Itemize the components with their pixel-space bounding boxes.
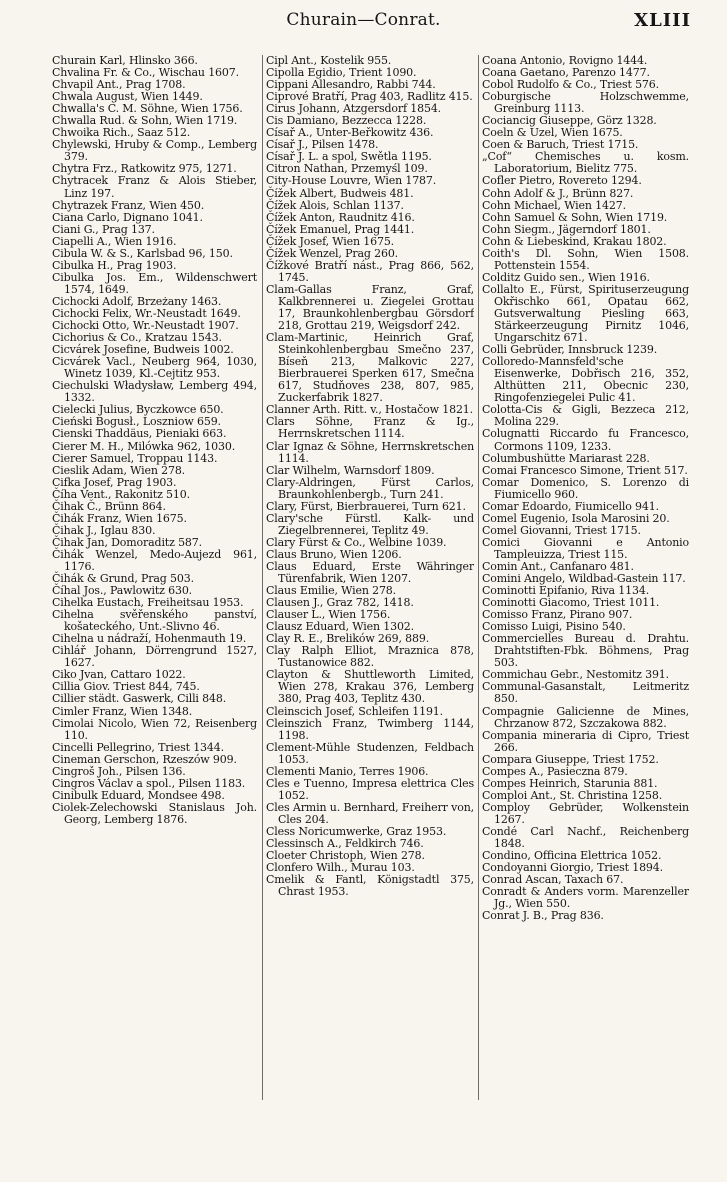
directory-entry: Condoyanni Giorgio, Triest 1894.	[482, 861, 663, 875]
directory-entry: Chytrazek Franz, Wien 450.	[52, 198, 205, 212]
directory-entry: Clement-Mühle Studenzen, Feldbach 1053.	[266, 740, 474, 766]
directory-entry: Comisso Luigi, Pisino 540.	[482, 620, 626, 634]
directory-entry: Cleinscich Josef, Schleifen 1191.	[266, 704, 444, 718]
column-divider	[262, 55, 263, 1100]
directory-entry: Ciapelli A., Wien 1916.	[52, 234, 177, 248]
directory-entry: Cles Armin u. Bernhard, Freiherr von, Cles 204.	[266, 800, 474, 826]
directory-entry: Conrad Ascan, Taxach 67.	[482, 873, 624, 887]
directory-entry: Chylewski, Hruby & Comp., Lemberg 379.	[52, 138, 257, 164]
directory-entry: Coana Antonio, Rovigno 1444.	[482, 55, 648, 67]
directory-entry: Čížek Alois, Schlan 1137.	[266, 198, 404, 212]
directory-entry: Cibula W. & S., Karlsbad 96, 150.	[52, 246, 233, 260]
directory-entry: Císař J. L. a spol, Swětla 1195.	[266, 150, 432, 164]
directory-entry: Císař A., Unter-Beřkowitz 436.	[266, 126, 434, 140]
directory-entry: Chytracek Franz & Alois Stieber, Linz 197.	[52, 174, 257, 200]
directory-entry: Clar Wilhelm, Warnsdorf 1809.	[266, 463, 435, 477]
directory-entry: City-House Louvre, Wien 1787.	[266, 174, 437, 188]
directory-entry: Cifka Josef, Prag 1903.	[52, 475, 177, 489]
directory-entry: Cieński Bogusł., Loszniow 659.	[52, 415, 221, 429]
directory-entry: Clanner Arth. Ritt. v., Hostačow 1821.	[266, 403, 473, 417]
directory-entry: Comai Francesco Simone, Trient 517.	[482, 463, 688, 477]
directory-entry: Ciprové Bratří, Prag 403, Radlitz 415.	[266, 90, 473, 104]
directory-entry: Cichocki Otto, Wr.-Neustadt 1907.	[52, 319, 239, 333]
directory-entry: Cillier städt. Gaswerk, Cilli 848.	[52, 692, 227, 706]
directory-entry: Cihelna svěřenského panství, košateckého, Unt.-Slivno 46.	[52, 608, 257, 634]
directory-entry: Clam-Gallas Franz, Graf, Kalkbrennerei u. Ziegelei Grottau 17, Braunkohlenbergbau Görsdorf 218, Grottau 219, Weigsdorf 242.	[266, 282, 474, 333]
directory-entry: Churain Karl, Hlinsko 366.	[52, 55, 198, 67]
directory-entry: Comploy Gebrüder, Wolkenstein 1267.	[482, 800, 689, 826]
page-header	[0, 10, 727, 36]
directory-entry: Ciechulski Władysław, Lemberg 494, 1332.	[52, 379, 257, 405]
directory-entry: Chwalla Rud. & Sohn, Wien 1719.	[52, 114, 238, 128]
directory-entry: Clauser L., Wien 1756.	[266, 608, 391, 622]
directory-entry: Cichorius & Co., Kratzau 1543.	[52, 331, 222, 345]
directory-entry: Cincelli Pellegrino, Triest 1344.	[52, 740, 224, 754]
directory-entry: Cohn Michael, Wien 1427.	[482, 198, 626, 212]
directory-entry: Cohn Adolf & J., Brünn 827.	[482, 186, 634, 200]
directory-entry: Clar Ignaz & Söhne, Herrnskretschen 1114.	[266, 439, 474, 465]
directory-entry: Compes Heinrich, Starunia 881.	[482, 776, 658, 790]
directory-entry: Cingros Václav a spol., Pilsen 1183.	[52, 776, 246, 790]
directory-entry: Cleinszich Franz, Twimberg 1144, 1198.	[266, 716, 474, 742]
directory-entry: Cineman Gerschon, Rzeszów 909.	[52, 752, 237, 766]
directory-entry: Clary Fürst & Co., Welbine 1039.	[266, 535, 447, 549]
directory-entry: Commichau Gebr., Nestomitz 391.	[482, 668, 670, 682]
directory-entry: Cibulka H., Prag 1903.	[52, 258, 177, 272]
directory-entry: Cobol Rudolfo & Co., Triest 576.	[482, 78, 659, 92]
directory-entry: Coeln & Uzel, Wien 1675.	[482, 126, 623, 140]
directory-entry: Cmelik & Fantl, Königstadtl 375, Chrast 1953.	[266, 873, 474, 899]
directory-entry: Columbushütte Mariarast 228.	[482, 451, 650, 465]
directory-entry: Cippani Allesandro, Rabbi 744.	[266, 78, 436, 92]
directory-entry: Chwalla's C. M. Söhne, Wien 1756.	[52, 102, 243, 116]
directory-entry: Comici Giovanni e Antonio Tampleuizza, Triest 115.	[482, 535, 689, 561]
directory-entry: Communal-Gasanstalt, Leitmeritz 850.	[482, 680, 689, 706]
directory-entry: Chvapil Ant., Prag 1708.	[52, 78, 186, 92]
directory-entry: Cierer M. H., Milówka 962, 1030.	[52, 439, 236, 453]
directory-entry: Cohn Samuel & Sohn, Wien 1719.	[482, 210, 668, 224]
directory-entry: Clausz Eduard, Wien 1302.	[266, 620, 414, 634]
directory-entry: Číha Vent., Rakonitz 510.	[52, 487, 190, 501]
directory-entry: Claus Bruno, Wien 1206.	[266, 547, 402, 561]
directory-entry: Číhal Jos., Pawlowitz 630.	[52, 584, 193, 598]
directory-entry: Čihák Wenzel, Medo-Aujezd 961, 1176.	[52, 547, 257, 573]
directory-entry: Cienski Thaddäus, Pieniaki 663.	[52, 427, 227, 441]
directory-entry: Cielecki Julius, Byczkowce 650.	[52, 403, 224, 417]
directory-entry: Condino, Officina Elettrica 1052.	[482, 849, 662, 863]
directory-entry: Comin Ant., Canfanaro 481.	[482, 559, 634, 573]
directory-entry: Clonfero Wilh., Murau 103.	[266, 861, 415, 875]
directory-entry: Čihák Franz, Wien 1675.	[52, 511, 187, 525]
directory-entry: Cirus Johann, Atzgersdorf 1854.	[266, 102, 442, 116]
directory-entry: Cichocki Felix, Wr.-Neustadt 1649.	[52, 306, 241, 320]
directory-entry: Clary-Aldringen, Fürst Carlos, Braunkohlenbergb., Turn 241.	[266, 475, 474, 501]
directory-entry: Comar Edoardo, Fiumicello 941.	[482, 499, 659, 513]
directory-entry: Cipl Ant., Kostelik 955.	[266, 55, 392, 67]
directory-entry: Clessinsch A., Feldkirch 746.	[266, 837, 424, 851]
directory-entry: Clayton & Shuttleworth Limited, Wien 278, Krakau 376, Lemberg 380, Prag 403, Teplitz 430.	[266, 668, 474, 706]
directory-entry: Cominotti Epifanio, Riva 1134.	[482, 584, 650, 598]
directory-entry: Compara Giuseppe, Triest 1752.	[482, 752, 659, 766]
directory-entry: Coana Gaetano, Parenzo 1477.	[482, 66, 650, 80]
directory-entry: Cloeter Christoph, Wien 278.	[266, 849, 425, 863]
directory-entry: Cieslik Adam, Wien 278.	[52, 463, 186, 477]
directory-entry: Chytra Frz., Ratkowitz 975, 1271.	[52, 162, 237, 176]
directory-entry: Cohn & Liebeskind, Krakau 1802.	[482, 234, 667, 248]
directory-entry: Cociancig Giuseppe, Görz 1328.	[482, 114, 657, 128]
directory-entry: Condé Carl Nachf., Reichenberg 1848.	[482, 825, 689, 851]
directory-entry: Čížek Josef, Wien 1675.	[266, 234, 395, 248]
directory-entry: Cierer Samuel, Troppau 1143.	[52, 451, 218, 465]
directory-entry: Cis Damiano, Bezzecca 1228.	[266, 114, 427, 128]
directory-entry: Comel Eugenio, Isola Marosini 20.	[482, 511, 670, 525]
directory-entry: Clausen J., Graz 782, 1418.	[266, 596, 414, 610]
directory-entry: Clay Ralph Elliot, Mraznica 878, Tustanowice 882.	[266, 644, 474, 670]
directory-entry: Cimolai Nicolo, Wien 72, Reisenberg 110.	[52, 716, 257, 742]
directory-entry: Cihelna u nádraží, Hohenmauth 19.	[52, 632, 247, 646]
directory-entry: Cimler Franz, Wien 1348.	[52, 704, 193, 718]
directory-entry: Cicvárek Josefine, Budweis 1002.	[52, 343, 234, 357]
page-number: XLIII	[634, 10, 691, 31]
directory-entry: Čížek Anton, Raudnitz 416.	[266, 210, 415, 224]
directory-column-1	[52, 55, 257, 1182]
directory-entry: Clay R. E., Brelików 269, 889.	[266, 632, 430, 646]
directory-entry: Cichocki Adolf, Brzeżany 1463.	[52, 294, 222, 308]
directory-entry: Cibulka Jos. Em., Wildenschwert 1574, 1649.	[52, 270, 257, 296]
directory-entry: Compagnie Galicienne de Mines, Chrzanow 872, Szczakowa 882.	[482, 704, 689, 730]
directory-entry: Čížkové Bratří nást., Prag 866, 562, 1745.	[266, 258, 474, 284]
directory-entry: Čihak Jan, Domoraditz 587.	[52, 535, 202, 549]
directory-entry: Claus Emilie, Wien 278.	[266, 584, 397, 598]
directory-entry: Conrat J. B., Prag 836.	[482, 909, 604, 923]
directory-entry: Colotta-Cis & Gigli, Bezzeca 212, Molina 229.	[482, 403, 689, 429]
directory-entry: Colloredo-Mannsfeld'sche Eisenwerke, Dobřisch 216, 352, Althütten 211, Obecnic 230, Ringofenziegelei Pulic 41.	[482, 355, 689, 405]
directory-entry: Conradt & Anders vorm. Marenzeller Jg., Wien 550.	[482, 885, 689, 911]
directory-entry: Clary'sche Fürstl. Kalk- und Ziegelbrennerei, Teplitz 49.	[266, 511, 474, 537]
directory-entry: Coburgische Holzschwemme, Greinburg 1113.	[482, 90, 689, 116]
directory-entry: Collalto E., Fürst, Spirituserzeugung Okřischko 661, Opatau 662, Gutsverwaltung Piesling 663, Stärkeerzeugung Pirnitz 1046, Ungarschitz 671.	[482, 282, 689, 345]
directory-entry: Coith's Dl. Sohn, Wien 1508. Pottenstein 1554.	[482, 246, 689, 272]
directory-entry: Čížek Emanuel, Prag 1441.	[266, 222, 415, 236]
directory-entry: Cofler Pietro, Rovereto 1294.	[482, 174, 642, 188]
directory-entry: „Cof“ Chemisches u. kosm. Laboratorium, Bielitz 775.	[482, 150, 689, 176]
directory-entry: Commercielles Bureau d. Drahtu. Drahtstiften-Fbk. Böhmens, Prag 503.	[482, 632, 689, 670]
directory-entry: Comisso Franz, Pirano 907.	[482, 608, 633, 622]
directory-entry: Ciko Jvan, Cattaro 1022.	[52, 668, 186, 682]
directory-entry: Comploi Ant., St. Christina 1258.	[482, 788, 663, 802]
directory-entry: Chwala August, Wien 1449.	[52, 90, 203, 104]
directory-column-2	[266, 55, 474, 1182]
directory-entry: Ciana Carlo, Dignano 1041.	[52, 210, 203, 224]
directory-entry: Cillia Giov. Triest 844, 745.	[52, 680, 200, 694]
directory-entry: Čihák & Grund, Prag 503.	[52, 572, 194, 586]
directory-entry: Citron Nathan, Przemyśl 109.	[266, 162, 428, 176]
directory-entry: Clam-Martinic, Heinrich Graf, Steinkohlenbergbau Smečno 237, Bíseň 213, Malkovic 227, Bierbrauerei Sperken 617, Smečna 617, Studňoves 238, 807, 985, Zuckerfabrik 1827.	[266, 331, 474, 405]
directory-entry: Čihak J., Iglau 830.	[52, 523, 156, 537]
directory-entry: Comar Domenico, S. Lorenzo di Fiumicello 960.	[482, 475, 689, 501]
directory-entry: Čížek Wenzel, Prag 260.	[266, 246, 399, 260]
directory-entry: Claus Eduard, Erste Währinger Türenfabrik, Wien 1207.	[266, 559, 474, 586]
directory-entry: Coen & Baruch, Triest 1715.	[482, 138, 639, 152]
directory-entry: Čížek Albert, Budweis 481.	[266, 186, 414, 200]
column-divider	[478, 55, 479, 1100]
directory-entry: Colugnatti Riccardo fu Francesco, Cormons 1109, 1233.	[482, 427, 689, 453]
directory-entry: Comel Giovanni, Triest 1715.	[482, 523, 641, 537]
directory-entry: Cihelka Eustach, Freiheitsau 1953.	[52, 596, 244, 610]
directory-entry: Cless Noricumwerke, Graz 1953.	[266, 825, 447, 838]
running-title: Churain—Conrat.	[286, 10, 441, 30]
directory-entry: Ciolek-Zelechowski Stanislaus Joh. Georg, Lemberg 1876.	[52, 800, 257, 826]
directory-entry: Cohn Siegm., Jägerndorf 1801.	[482, 222, 651, 236]
directory-column-3	[482, 55, 689, 1182]
directory-entry: Ciani G., Prag 137.	[52, 222, 155, 236]
directory-entry: Cominotti Giacomo, Triest 1011.	[482, 596, 660, 610]
directory-entry: Cihlář Johann, Dörrengrund 1527, 1627.	[52, 644, 257, 670]
directory-entry: Chwoika Rich., Saaz 512.	[52, 126, 191, 140]
directory-entry: Chvalina Fr. & Co., Wischau 1607.	[52, 66, 239, 80]
directory-entry: Cipolla Egidio, Trient 1090.	[266, 66, 417, 80]
directory-entry: Čihak Č., Brünn 864.	[52, 499, 166, 513]
directory-entry: Clementi Manio, Terres 1906.	[266, 764, 429, 778]
directory-entry: Cles e Tuenno, Impresa elettrica Cles 1052.	[266, 776, 474, 802]
directory-entry: Clars Söhne, Franz & Ig., Herrnskretschen 1114.	[266, 415, 474, 441]
directory-entry: Colli Gebrüder, Innsbruck 1239.	[482, 343, 658, 357]
directory-entry: Cingroš Joh., Pilsen 136.	[52, 764, 186, 778]
directory-entry: Clary, Fürst, Bierbrauerei, Turn 621.	[266, 499, 466, 513]
directory-entry: Cinibulk Eduard, Mondsee 498.	[52, 788, 225, 802]
directory-entry: Cicvárek Vacl., Neuberg 964, 1030, Winetz 1039, Kl.-Cejtitz 953.	[52, 355, 257, 381]
directory-entry: Compania mineraria di Cipro, Triest 266.	[482, 728, 689, 754]
directory-entry: Comini Angelo, Wildbad-Gastein 117.	[482, 572, 686, 586]
directory-entry: Císař J., Pilsen 1478.	[266, 138, 379, 152]
directory-entry: Colditz Guido sen., Wien 1916.	[482, 270, 650, 284]
directory-entry: Compes A., Pasieczna 879.	[482, 764, 628, 778]
